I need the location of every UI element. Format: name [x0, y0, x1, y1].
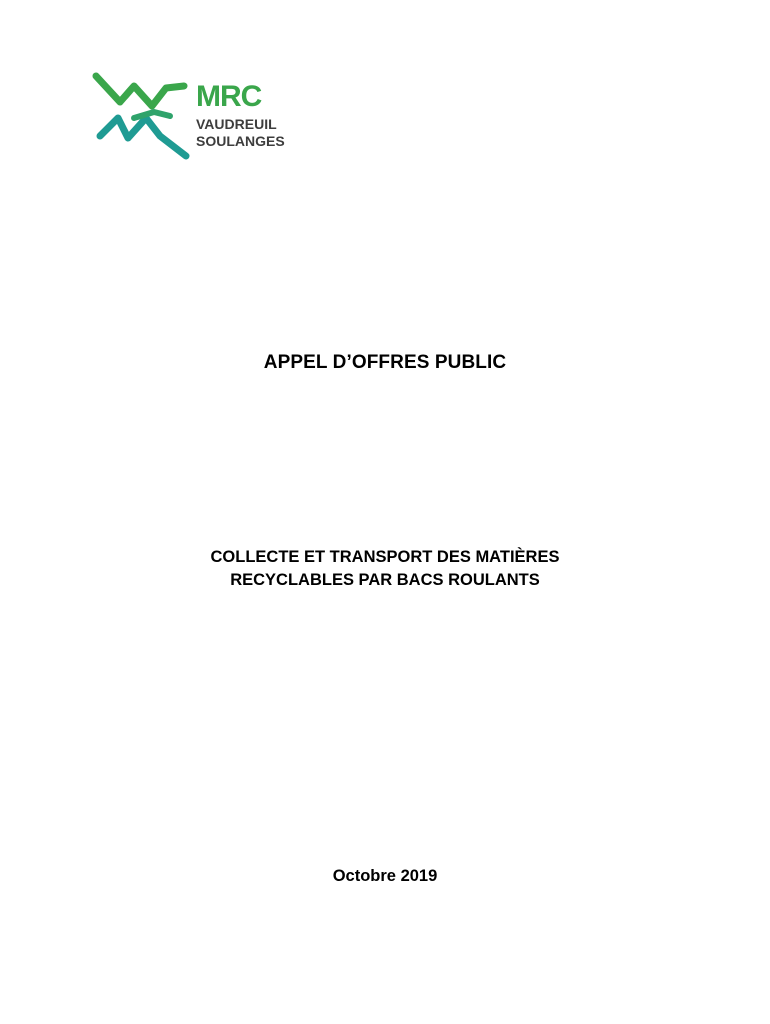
logo-acronym: MRC	[196, 80, 262, 113]
logo-line-2: SOULANGES	[196, 133, 285, 149]
document-date: Octobre 2019	[332, 867, 438, 885]
subject-line: COLLECTE ET TRANSPORT DES MATIÈRES	[210, 548, 560, 566]
document-subject	[0, 546, 770, 592]
mrc-vaudreuil-soulanges-logo	[90, 66, 305, 162]
subject-line: RECYCLABLES PAR BACS ROULANTS	[230, 571, 540, 589]
logo-line-1: VAUDREUIL	[196, 116, 277, 132]
logo-mark-icon	[90, 66, 305, 162]
document-title: APPEL D’OFFRES PUBLIC	[263, 352, 507, 373]
